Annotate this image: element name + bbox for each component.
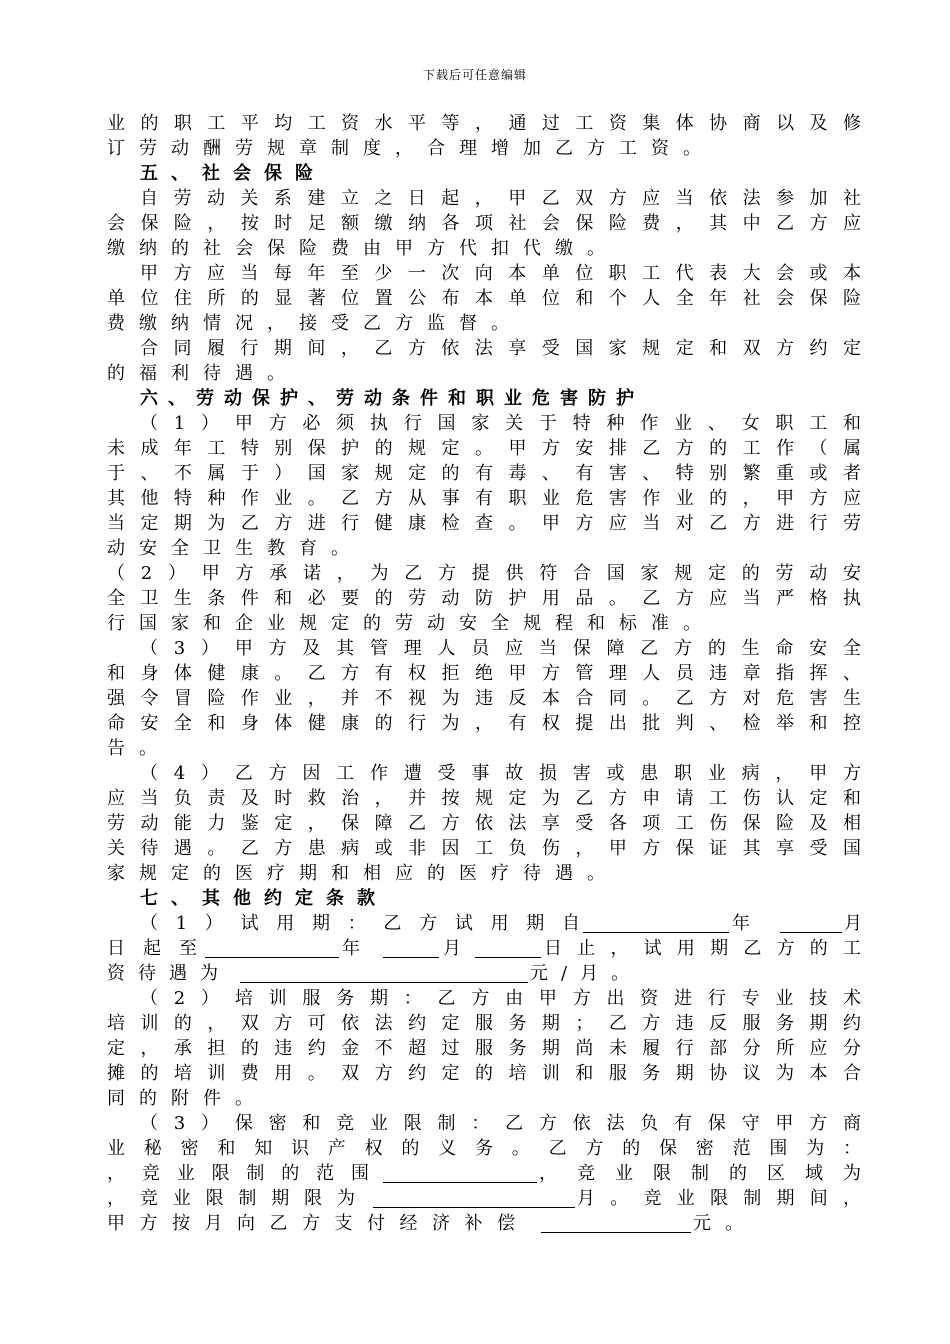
year-label: 年 bbox=[342, 938, 360, 959]
text-line: 关待遇。乙方患病或非因工负伤，甲方保证其享受国 bbox=[107, 838, 861, 859]
confidentiality-line bbox=[107, 1187, 861, 1211]
probation-line bbox=[107, 937, 861, 961]
confidentiality-line bbox=[107, 1212, 861, 1236]
text-line: 甲方应当每年至少一次向本单位职工代表大会或本 bbox=[140, 263, 861, 284]
section-heading: 七、其他约定条款 bbox=[140, 888, 388, 909]
text-line: 单位住所的显著位置公布本单位和个人全年社会保险 bbox=[107, 288, 861, 309]
probation-line bbox=[140, 912, 861, 936]
text-line: 未成年工特别保护的规定。甲方安排乙方的工作（属 bbox=[107, 438, 861, 459]
text-line: 动安全卫生教育。 bbox=[107, 538, 363, 559]
text-line: 劳动能力鉴定，保障乙方依法享受各项工伤保险及相 bbox=[107, 813, 861, 834]
probation-salary-field[interactable] bbox=[240, 965, 528, 983]
page-header: 下载后可任意编辑 bbox=[422, 68, 527, 82]
text-line: 强令冒险作业，并不视为违反本合同。乙方对危害生 bbox=[107, 688, 861, 709]
section-heading: 六、劳动保护、劳动条件和职业危害防护 bbox=[140, 388, 644, 409]
text-line: 会保险，按时足额缴纳各项社会保险费，其中乙方应 bbox=[107, 213, 861, 234]
probation-line bbox=[107, 962, 861, 986]
probation-start-month-field[interactable] bbox=[780, 915, 842, 933]
confidentiality-text: 甲方按月向乙方支付经济补偿 bbox=[107, 1213, 515, 1234]
text-line: 培训的，双方可依法约定服务期；乙方违反服务期约 bbox=[107, 1013, 861, 1034]
compensation-amount-field[interactable] bbox=[541, 1215, 691, 1233]
text-line: 其他特种作业。乙方从事有职业危害作业的，甲方应 bbox=[107, 488, 861, 509]
text-line: （2）甲方承诺，为乙方提供符合国家规定的劳动安 bbox=[107, 563, 861, 584]
confidentiality-text: ，竞业限制期限为 bbox=[107, 1188, 355, 1209]
month-label: 月 bbox=[443, 938, 461, 959]
text-line: （3）甲方及其管理人员应当保障乙方的生命安全 bbox=[140, 638, 861, 659]
text-line: 费缴纳情况，接受乙方监督。 bbox=[107, 313, 523, 334]
probation-text: 元/月。 bbox=[530, 963, 643, 984]
probation-text: （1）试用期：乙方试用期自 bbox=[140, 913, 580, 934]
confidentiality-text: 元。 bbox=[693, 1213, 757, 1234]
text-line: 缴纳的社会保险费由甲方代扣代缴。 bbox=[107, 238, 619, 259]
text-line: 和身体健康。乙方有权拒绝甲方管理人员违章指挥、 bbox=[107, 663, 861, 684]
text-line: 告。 bbox=[107, 738, 171, 759]
text-line: （1）甲方必须执行国家关于特种作业、女职工和 bbox=[140, 413, 861, 434]
text-line: 行国家和企业规定的劳动安全规程和标准。 bbox=[107, 613, 715, 634]
probation-text: 日止，试用期乙方的工 bbox=[544, 938, 861, 959]
text-line: 业秘密和知识产权的义务。乙方的保密范围为： bbox=[107, 1138, 861, 1159]
confidentiality-text: ，竞业限制的范围 bbox=[107, 1163, 369, 1184]
text-line: 摊的培训费用。双方约定的培训和服务期协议为本合 bbox=[107, 1063, 861, 1084]
text-line: 应当负责及时救治，并按规定为乙方申请工伤认定和 bbox=[107, 788, 861, 809]
confidentiality-text: ，竞业限制的区域为 bbox=[539, 1163, 861, 1184]
text-line: （2）培训服务期：乙方由甲方出资进行专业技术 bbox=[140, 988, 861, 1009]
text-line: 命安全和身体健康的行为，有权提出批判、检举和控 bbox=[107, 713, 861, 734]
text-line: （3）保密和竞业限制：乙方依法负有保守甲方商 bbox=[140, 1113, 861, 1134]
text-line: （4）乙方因工作遭受事故损害或患职业病，甲方 bbox=[140, 763, 861, 784]
text-line: 自劳动关系建立之日起，甲乙双方应当依法参加社 bbox=[140, 188, 861, 209]
text-line: 合同履行期间，乙方依法享受国家规定和双方约定 bbox=[140, 338, 861, 359]
year-label: 年 bbox=[732, 913, 750, 934]
text-line: 业的职工平均工资水平等，通过工资集体协商以及修 bbox=[107, 113, 861, 134]
probation-text: 日起至 bbox=[107, 938, 197, 959]
text-line: 的福利待遇。 bbox=[107, 363, 299, 384]
noncompete-period-field[interactable] bbox=[373, 1190, 575, 1208]
text-line: 家规定的医疗期和相应的医疗待遇。 bbox=[107, 863, 619, 884]
confidentiality-line bbox=[107, 1162, 861, 1186]
probation-end-day-field[interactable] bbox=[475, 940, 541, 958]
month-label: 月 bbox=[844, 913, 862, 934]
probation-start-year-field[interactable] bbox=[583, 915, 729, 933]
probation-end-month-field[interactable] bbox=[383, 940, 439, 958]
section-heading: 五、社会保险 bbox=[140, 163, 326, 184]
text-line: 定，承担的违约金不超过服务期尚未履行部分所应分 bbox=[107, 1038, 861, 1059]
text-line: 全卫生条件和必要的劳动防护用品。乙方应当严格执 bbox=[107, 588, 861, 609]
probation-text: 资待遇为 bbox=[107, 963, 231, 984]
text-line: 订劳动酬劳规章制度，合理增加乙方工资。 bbox=[107, 138, 715, 159]
probation-end-year-field[interactable] bbox=[205, 940, 339, 958]
text-line: 同的附件。 bbox=[107, 1088, 267, 1109]
noncompete-scope-field[interactable] bbox=[383, 1165, 537, 1183]
text-line: 当定期为乙方进行健康检查。甲方应当对乙方进行劳 bbox=[107, 513, 861, 534]
confidentiality-text: 月。竞业限制期间， bbox=[577, 1188, 861, 1209]
text-line: 于、不属于）国家规定的有毒、有害、特别繁重或者 bbox=[107, 463, 861, 484]
